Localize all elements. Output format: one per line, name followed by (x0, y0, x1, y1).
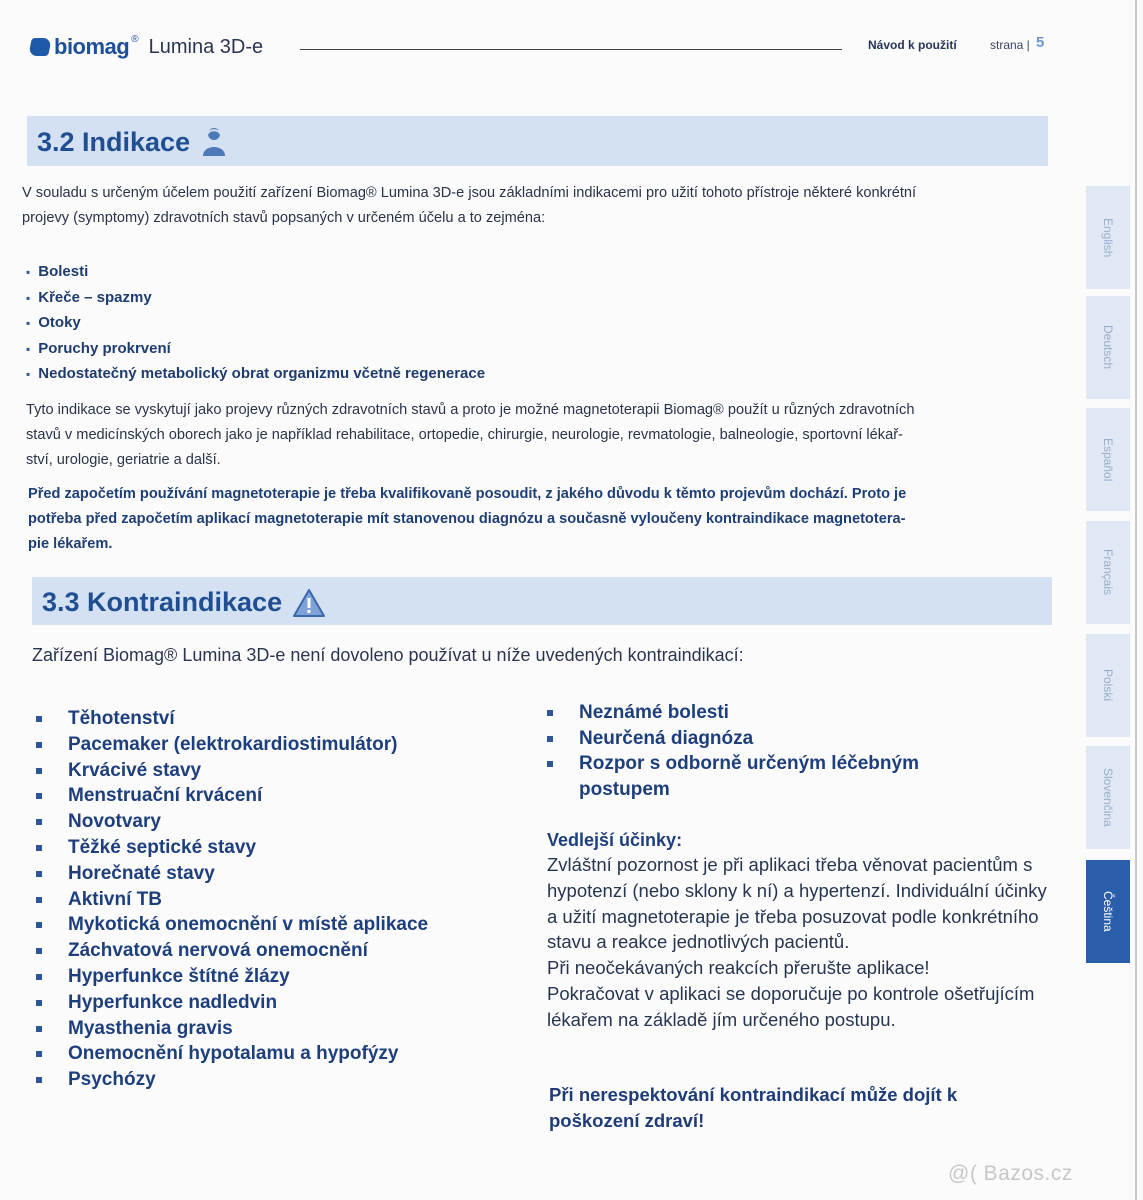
list-item: Novotvary (34, 809, 428, 835)
indications-list (26, 259, 485, 387)
list-item: Neznámé bolesti (545, 700, 1005, 726)
indications-paragraph-line-2: stavů v medicínských oborech jako je například rehabilitace, ortopedie, chirurgie, neurologie, revmatologie, balneologie, sportovní lékař- (26, 427, 903, 443)
page-edge (1135, 0, 1137, 1200)
contraindications-list-left (34, 706, 428, 1093)
list-item: Neurčená diagnóza (545, 726, 1005, 752)
page-label: strana | (990, 38, 1030, 52)
manual-label: Návod k použití (868, 38, 957, 52)
indications-paragraph-line-3: ství, urologie, geriatrie a další. (26, 452, 221, 468)
list-item: Záchvatová nervová onemocnění (34, 938, 428, 964)
side-effects-text-2: Při neočekávaných reakcích přerušte aplikace! (547, 957, 930, 979)
side-effects-text: Zvláštní pozornost je při aplikaci třeba věnovat pacientům s hypotenzí (nebo sklony k ní) a hypertenzí. Individuální účinky a užití magnetoterapie je třeba posuzovat podle konkrétního stavu a reakce jednotlivých pacientů. (547, 854, 1047, 953)
language-tab-polski[interactable]: Polski (1086, 634, 1130, 741)
section-indications-title: 3.2 Indikace (37, 126, 191, 157)
list-item: Rozpor s odborně určeným léčebným postupem (545, 751, 1005, 802)
language-tab-slovencina[interactable]: Slovenčina (1086, 746, 1130, 853)
language-tab-deutsch[interactable]: Deutsch (1086, 296, 1130, 403)
list-item: ▪ Křeče – spazmy (26, 285, 485, 311)
list-item: Menstruační krvácení (34, 783, 428, 809)
list-item: Psychózy (34, 1067, 428, 1093)
indications-warning-line-2: potřeba před započetím aplikací magnetoterapie mít stanovenou diagnózu a současně vyloučeny kontraindikace magnetotera- (28, 511, 906, 527)
contraindications-warning: Při nerespektování kontraindikací může dojít k poškození zdraví! (549, 1084, 958, 1131)
section-contraindications-title: 3.3 Kontraindikace (42, 587, 283, 617)
page-number: 5 (1036, 34, 1045, 51)
list-item: Myasthenia gravis (34, 1016, 428, 1042)
side-effects-text-3: Pokračovat v aplikaci se doporučuje po kontrole ošetřujícím lékařem na základě jím určeného postupu. (547, 982, 1035, 1030)
contraindications-list-right (545, 700, 1005, 802)
biomag-logo-icon (28, 38, 52, 56)
brand-name: biomag (54, 34, 130, 59)
list-item: ▪ Poruchy prokrvení (26, 336, 485, 362)
watermark: @( Bazos.cz (948, 1162, 1073, 1185)
section-contraindications-header (32, 577, 1052, 625)
section-indications-header (27, 116, 1048, 166)
indications-warning (28, 482, 1058, 557)
list-item: Těžké septické stavy (34, 835, 428, 861)
indications-warning-line-3: pie lékařem. (28, 536, 113, 552)
language-tab-francais[interactable]: Français (1086, 521, 1130, 628)
list-item: Onemocnění hypotalamu a hypofýzy (34, 1041, 428, 1067)
side-effects-title: Vedlejší účinky: (547, 830, 683, 850)
list-item: Horečnaté stavy (34, 861, 428, 887)
language-tab-cestina[interactable]: Čeština (1086, 860, 1130, 967)
contraindications-lead: Zařízení Biomag® Lumina 3D-e není dovoleno používat u níže uvedených kontraindikací: (32, 645, 744, 665)
warning-icon (292, 588, 326, 618)
brand-registered-mark: ® (131, 33, 139, 45)
person-icon (200, 126, 228, 158)
list-item: Hyperfunkce nadledvin (34, 990, 428, 1016)
indications-intro-line-1: V souladu s určeným účelem použití zařízení Biomag® Lumina 3D-e jsou základními indikacemi pro užití tohoto přístroje některé konkrétní (22, 185, 917, 201)
list-item: Aktivní TB (34, 887, 428, 913)
list-item: ▪ Nedostatečný metabolický obrat organizmu včetně regenerace (26, 361, 485, 387)
list-item: Mykotická onemocnění v místě aplikace (34, 912, 428, 938)
list-item: Těhotenství (34, 706, 428, 732)
header-rule (300, 49, 842, 50)
indications-intro (22, 181, 1047, 231)
list-item: Pacemaker (elektrokardiostimulátor) (34, 732, 428, 758)
list-item: ▪ Otoky (26, 310, 485, 336)
list-item: Krvácivé stavy (34, 758, 428, 784)
indications-paragraph-line-1: Tyto indikace se vyskytují jako projevy různých zdravotních stavů a proto je možné magnetoterapii Biomag® použít u různých zdravotních (26, 402, 915, 418)
page-header (30, 30, 1050, 64)
indications-intro-line-2: projevy (symptomy) zdravotních stavů popsaných v určeném účelu a to zejména: (22, 210, 546, 226)
brand-logo (30, 34, 263, 60)
language-tab-espanol[interactable]: Español (1086, 408, 1130, 515)
list-item: ▪ Bolesti (26, 259, 485, 285)
list-item: Hyperfunkce štítné žlázy (34, 964, 428, 990)
indications-warning-line-1: Před započetím používání magnetoterapie je třeba kvalifikovaně posoudit, z jakého důvodu k těmto projevům dochází. Proto je (28, 486, 907, 502)
product-name: Lumina 3D-e (148, 35, 264, 58)
language-tab-english[interactable]: English (1086, 186, 1130, 293)
side-effects-body (547, 852, 1047, 1033)
indications-paragraph (26, 398, 1056, 473)
